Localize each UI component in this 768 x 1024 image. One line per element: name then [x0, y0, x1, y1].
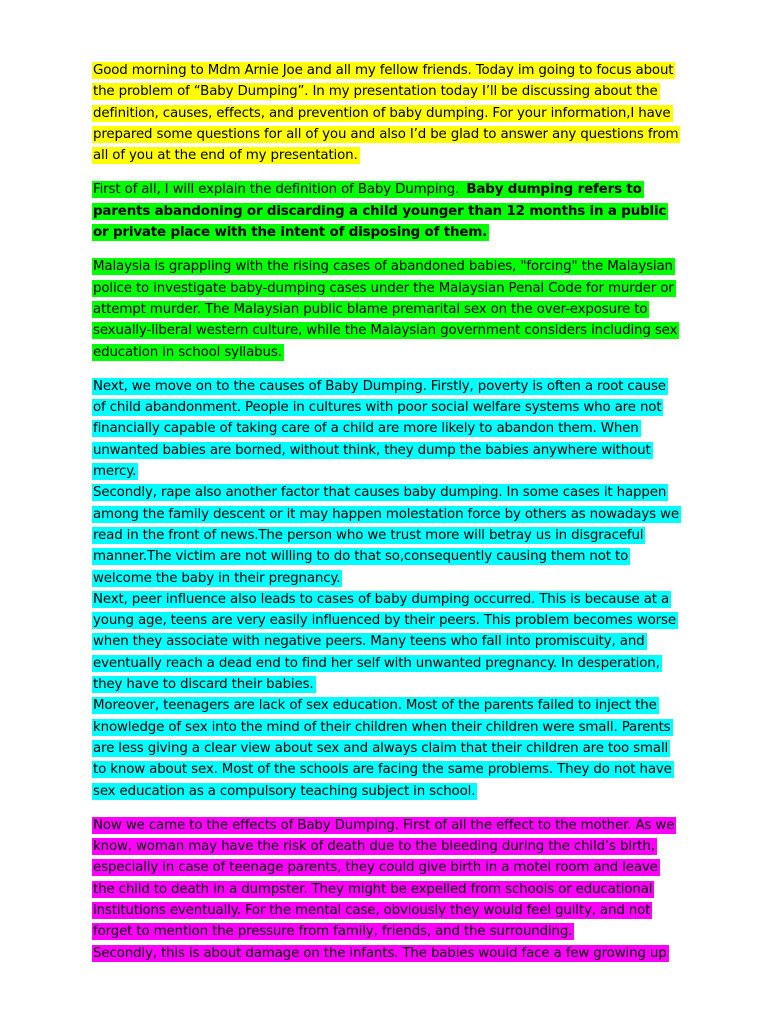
causes-education-paragraph: [92, 695, 682, 801]
causes-peer-text: Next, peer influence also leads to cases of baby dumping occurred. This is because at a young age, teens are very easily influenced by their peers. This problem becomes worse when they associate with negative peers. Many teens who fall into promiscuity, and eventually reach a dead end to find her self with unwanted pregnancy. In desperation, they have to discard their babies.: [93, 591, 676, 693]
causes-education-text: Moreover, teenagers are lack of sex education. Most of the parents failed to inject the knowledge of sex into the mind of their children when their children were small. Parents are less giving a clear view about sex and always claim that their children are too small to know about sex. Most of the schools are facing the same problems. They do not have sex education as a compulsory teaching subject in school.: [93, 698, 672, 799]
effects-infants-paragraph: [92, 943, 682, 964]
definition-lead-text: First of all, I will explain the definition of Baby Dumping.: [93, 182, 464, 198]
document-body: [92, 60, 682, 964]
definition-paragraph: [92, 179, 682, 243]
effects-infants-text: Secondly, this is about damage on the infants. The babies would face a few growing up: [93, 945, 667, 961]
causes-rape-paragraph: [92, 482, 682, 588]
intro-paragraph: [92, 60, 682, 166]
causes-poverty-text: Next, we move on to the causes of Baby Dumping. Firstly, poverty is often a root cause of child abandonment. People in cultures with poor social welfare systems who are not financially capable of taking care of a child are more likely to abandon them. When unwanted babies are borned, without think, they dump the babies anywhere without mercy.: [93, 378, 666, 480]
causes-peer-paragraph: [92, 589, 682, 695]
effects-mother-paragraph: [92, 815, 682, 943]
malaysia-paragraph: [92, 256, 682, 362]
causes-poverty-paragraph: [92, 376, 682, 482]
definition-bold-text: Baby dumping refers to parents abandoning or discarding a child younger than 12 months in a public or private place with the intent of disposing of them.: [93, 182, 667, 241]
causes-rape-text: Secondly, rape also another factor that causes baby dumping. In some cases it happen among the family descent or it may happen molestation force by others as nowadays we read in the front of news.The person who we trust more will betray us in disgraceful manner.The victim are not willing to do that so,consequently causing them not to welcome the baby in their pregnancy.: [93, 485, 679, 586]
effects-mother-text: Now we came to the effects of Baby Dumping. First of all the effect to the mother. As we know, woman may have the risk of death due to the bleeding during the child’s birth, especially in case of teenage parents, they could give birth in a motel room and leave the child to death in a dumpster. They might be expelled from schools or educational institutions eventually. For the mental case, obviously they would feel guilty, and not forget to mention the pressure from family, friends, and the surrounding.: [93, 817, 675, 940]
intro-text: Good morning to Mdm Arnie Joe and all my fellow friends. Today im going to focus about the problem of “Baby Dumping”. In my presentation today I’ll be discussing about the definition, causes, effects, and prevention of baby dumping. For your information,I have prepared some questions for all of you and also I’d be glad to answer any questions from all of you at the end of my presentation.: [93, 63, 679, 164]
malaysia-text: Malaysia is grappling with the rising cases of abandoned babies, "forcing" the Malaysian police to investigate baby-dumping cases under the Malaysian Penal Code for murder or attempt murder. The Malaysian public blame premarital sex on the over-exposure to sexually-liberal western culture, while the Malaysian government considers including sex education in school syllabus.: [93, 259, 678, 360]
